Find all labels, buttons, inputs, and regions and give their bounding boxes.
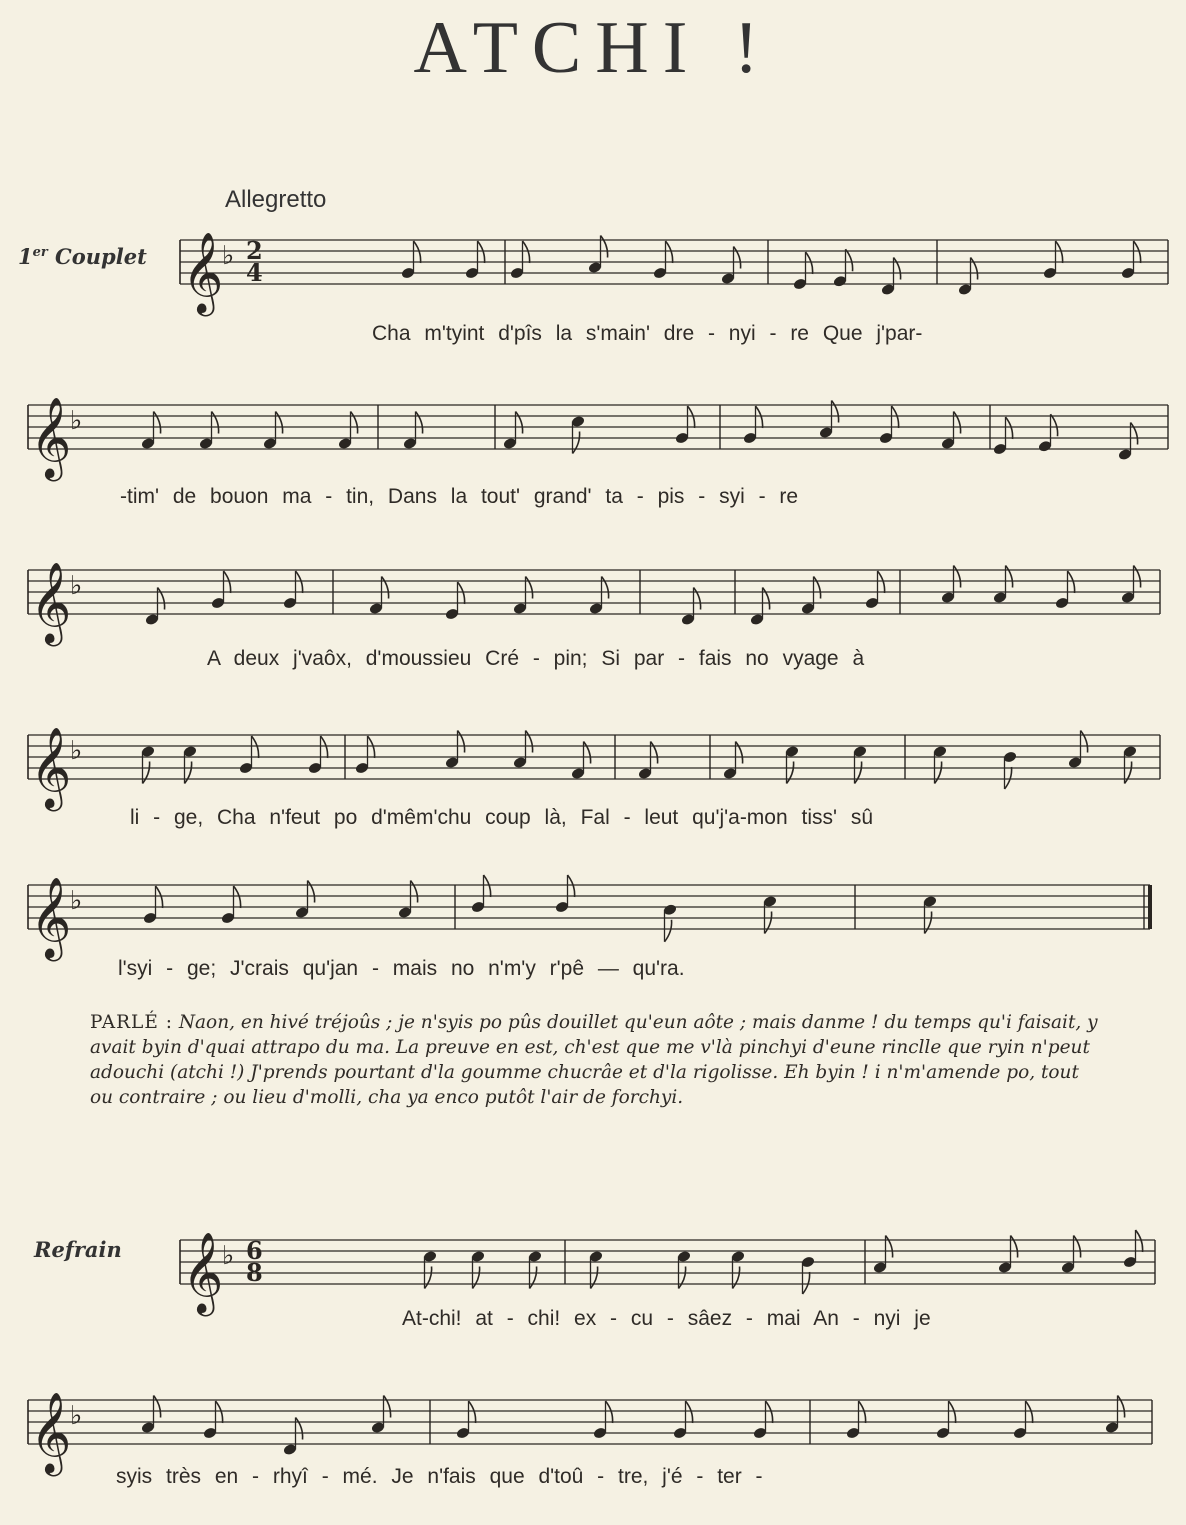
spoken-passage <box>90 1010 1100 1110</box>
note <box>283 571 303 610</box>
note <box>675 406 695 445</box>
flat-sign-icon: ♭ <box>222 1241 235 1271</box>
spoken-label: PARLÉ : <box>90 1012 173 1033</box>
note <box>663 903 678 942</box>
note <box>998 1236 1018 1275</box>
note <box>589 577 609 616</box>
lyrics-line-1: Cha m'tyint d'pîs la s'main' dre - nyi - re Que j'par- <box>372 322 923 345</box>
note <box>873 1236 893 1275</box>
time-signature-digit: 2 <box>246 236 263 265</box>
note <box>1123 1230 1143 1269</box>
note <box>445 731 465 770</box>
note <box>1038 414 1058 453</box>
note <box>793 252 813 291</box>
note <box>283 1418 303 1457</box>
note <box>141 1396 161 1435</box>
spoken-text: Naon, en hivé tréjoûs ; je n'syis po pûs douillet qu'eun aôte ; mais danme ! du temps qu'i faisait, y avait byin d'quai attrapo du ma. La preuve en est, ch'est que me v'là pinchyi d'eune rinclle que ryin n'peut adouchi (atchi !) J'prends pourtant d'la goumme chucrâe et d'la rigolisse. Eh byin ! i n'm'amende po, tout ou contraire ; ou lieu d'molli, cha ya enco putôt l'air de forchyi. <box>90 1012 1098 1108</box>
note <box>1121 241 1141 280</box>
treble-clef-icon: 𝄞 <box>182 1231 224 1313</box>
treble-clef-icon: 𝄞 <box>30 561 72 643</box>
note <box>183 745 198 784</box>
note <box>588 236 608 275</box>
flat-sign-icon: ♭ <box>70 886 83 916</box>
note <box>1068 731 1088 770</box>
note <box>221 886 241 925</box>
note <box>593 1401 613 1440</box>
note <box>750 588 770 627</box>
note <box>465 241 485 280</box>
note <box>801 1255 816 1294</box>
note <box>933 745 948 784</box>
note <box>398 881 418 920</box>
note <box>819 401 839 440</box>
treble-clef-icon: 𝄞 <box>30 876 72 958</box>
note <box>743 406 763 445</box>
note <box>295 881 315 920</box>
note <box>763 895 778 934</box>
note <box>338 412 358 451</box>
note <box>211 571 231 610</box>
note <box>355 736 375 775</box>
note <box>510 241 530 280</box>
note <box>1043 241 1063 280</box>
flat-sign-icon: ♭ <box>222 241 235 271</box>
note <box>1123 745 1138 784</box>
note <box>456 1401 476 1440</box>
staff-2 <box>8 365 1186 485</box>
note <box>263 412 283 451</box>
note <box>571 415 586 454</box>
staff-1 <box>160 200 1186 320</box>
note <box>936 1401 956 1440</box>
note <box>513 731 533 770</box>
note <box>993 417 1013 456</box>
lyrics-line-2: -tim' de bouon ma - tin, Dans la tout' grand' ta - pis - syi - re <box>120 485 799 508</box>
note <box>513 577 533 616</box>
time-signature-digit: 6 <box>246 1236 263 1265</box>
note <box>673 1401 693 1440</box>
note <box>141 412 161 451</box>
note <box>423 1250 438 1289</box>
note <box>1118 423 1138 462</box>
song-title: ATCHI ! <box>413 7 773 89</box>
staff-3 <box>8 530 1180 650</box>
staff-4 <box>8 695 1180 815</box>
note <box>471 1250 486 1289</box>
note <box>853 745 868 784</box>
note <box>1055 571 1075 610</box>
note <box>653 241 673 280</box>
staff-6 <box>160 1200 1175 1320</box>
lyrics-refrain-2: syis très en - rhyî - mé. Je n'fais que d'toû - tre, j'é - ter - <box>116 1465 763 1488</box>
note <box>371 1396 391 1435</box>
note <box>723 742 743 781</box>
note <box>881 258 901 297</box>
note <box>1121 566 1141 605</box>
note <box>571 742 591 781</box>
time-signature-digit: 8 <box>246 1258 263 1287</box>
note <box>1003 750 1018 789</box>
note <box>141 745 156 784</box>
note <box>401 241 421 280</box>
note <box>555 875 575 914</box>
treble-clef-icon: 𝄞 <box>30 726 72 808</box>
note <box>833 249 853 288</box>
flat-sign-icon: ♭ <box>70 571 83 601</box>
note <box>801 577 821 616</box>
note <box>199 412 219 451</box>
note <box>958 258 978 297</box>
treble-clef-icon: 𝄞 <box>30 1391 72 1473</box>
flat-sign-icon: ♭ <box>70 406 83 436</box>
note <box>528 1250 543 1289</box>
couplet-label: 1er Couplet <box>18 244 147 269</box>
staff-7 <box>8 1360 1172 1480</box>
note <box>471 875 491 914</box>
note <box>681 588 701 627</box>
note <box>941 566 961 605</box>
note <box>1061 1236 1081 1275</box>
note <box>403 412 423 451</box>
note <box>239 736 259 775</box>
note <box>445 582 465 621</box>
note <box>923 895 938 934</box>
time-signature-digit: 4 <box>246 258 263 287</box>
note <box>143 886 163 925</box>
refrain-label: Refrain <box>34 1237 122 1262</box>
lyrics-line-5: l'syi - ge; J'crais qu'jan - mais no n'm'y r'pê — qu'ra. <box>118 957 685 980</box>
lyrics-line-4: li - ge, Cha n'feut po d'mêm'chu coup là, Fal - leut qu'j'a-mon tiss' sû <box>130 806 874 829</box>
note <box>941 412 961 451</box>
note <box>721 247 741 286</box>
note <box>731 1250 746 1289</box>
note <box>589 1250 604 1289</box>
note <box>503 412 523 451</box>
note <box>308 736 328 775</box>
treble-clef-icon: 𝄞 <box>182 231 224 313</box>
note <box>677 1250 692 1289</box>
note <box>145 588 165 627</box>
note <box>753 1401 773 1440</box>
tempo-marking: Allegretto <box>225 186 327 213</box>
flat-sign-icon: ♭ <box>70 1401 83 1431</box>
note <box>846 1401 866 1440</box>
lyrics-refrain-1: At-chi! at - chi! ex - cu - sâez - mai An - nyi je <box>402 1307 931 1330</box>
treble-clef-icon: 𝄞 <box>30 396 72 478</box>
note <box>1013 1401 1033 1440</box>
note <box>369 577 389 616</box>
staff-5 <box>8 845 1170 965</box>
note <box>865 571 885 610</box>
note <box>785 745 800 784</box>
note <box>993 566 1013 605</box>
lyrics-line-3: A deux j'vaôx, d'moussieu Cré - pin; Si par - fais no vyage à <box>207 647 865 670</box>
note <box>1105 1396 1125 1435</box>
note <box>638 742 658 781</box>
note <box>203 1401 223 1440</box>
flat-sign-icon: ♭ <box>70 736 83 766</box>
note <box>879 406 899 445</box>
